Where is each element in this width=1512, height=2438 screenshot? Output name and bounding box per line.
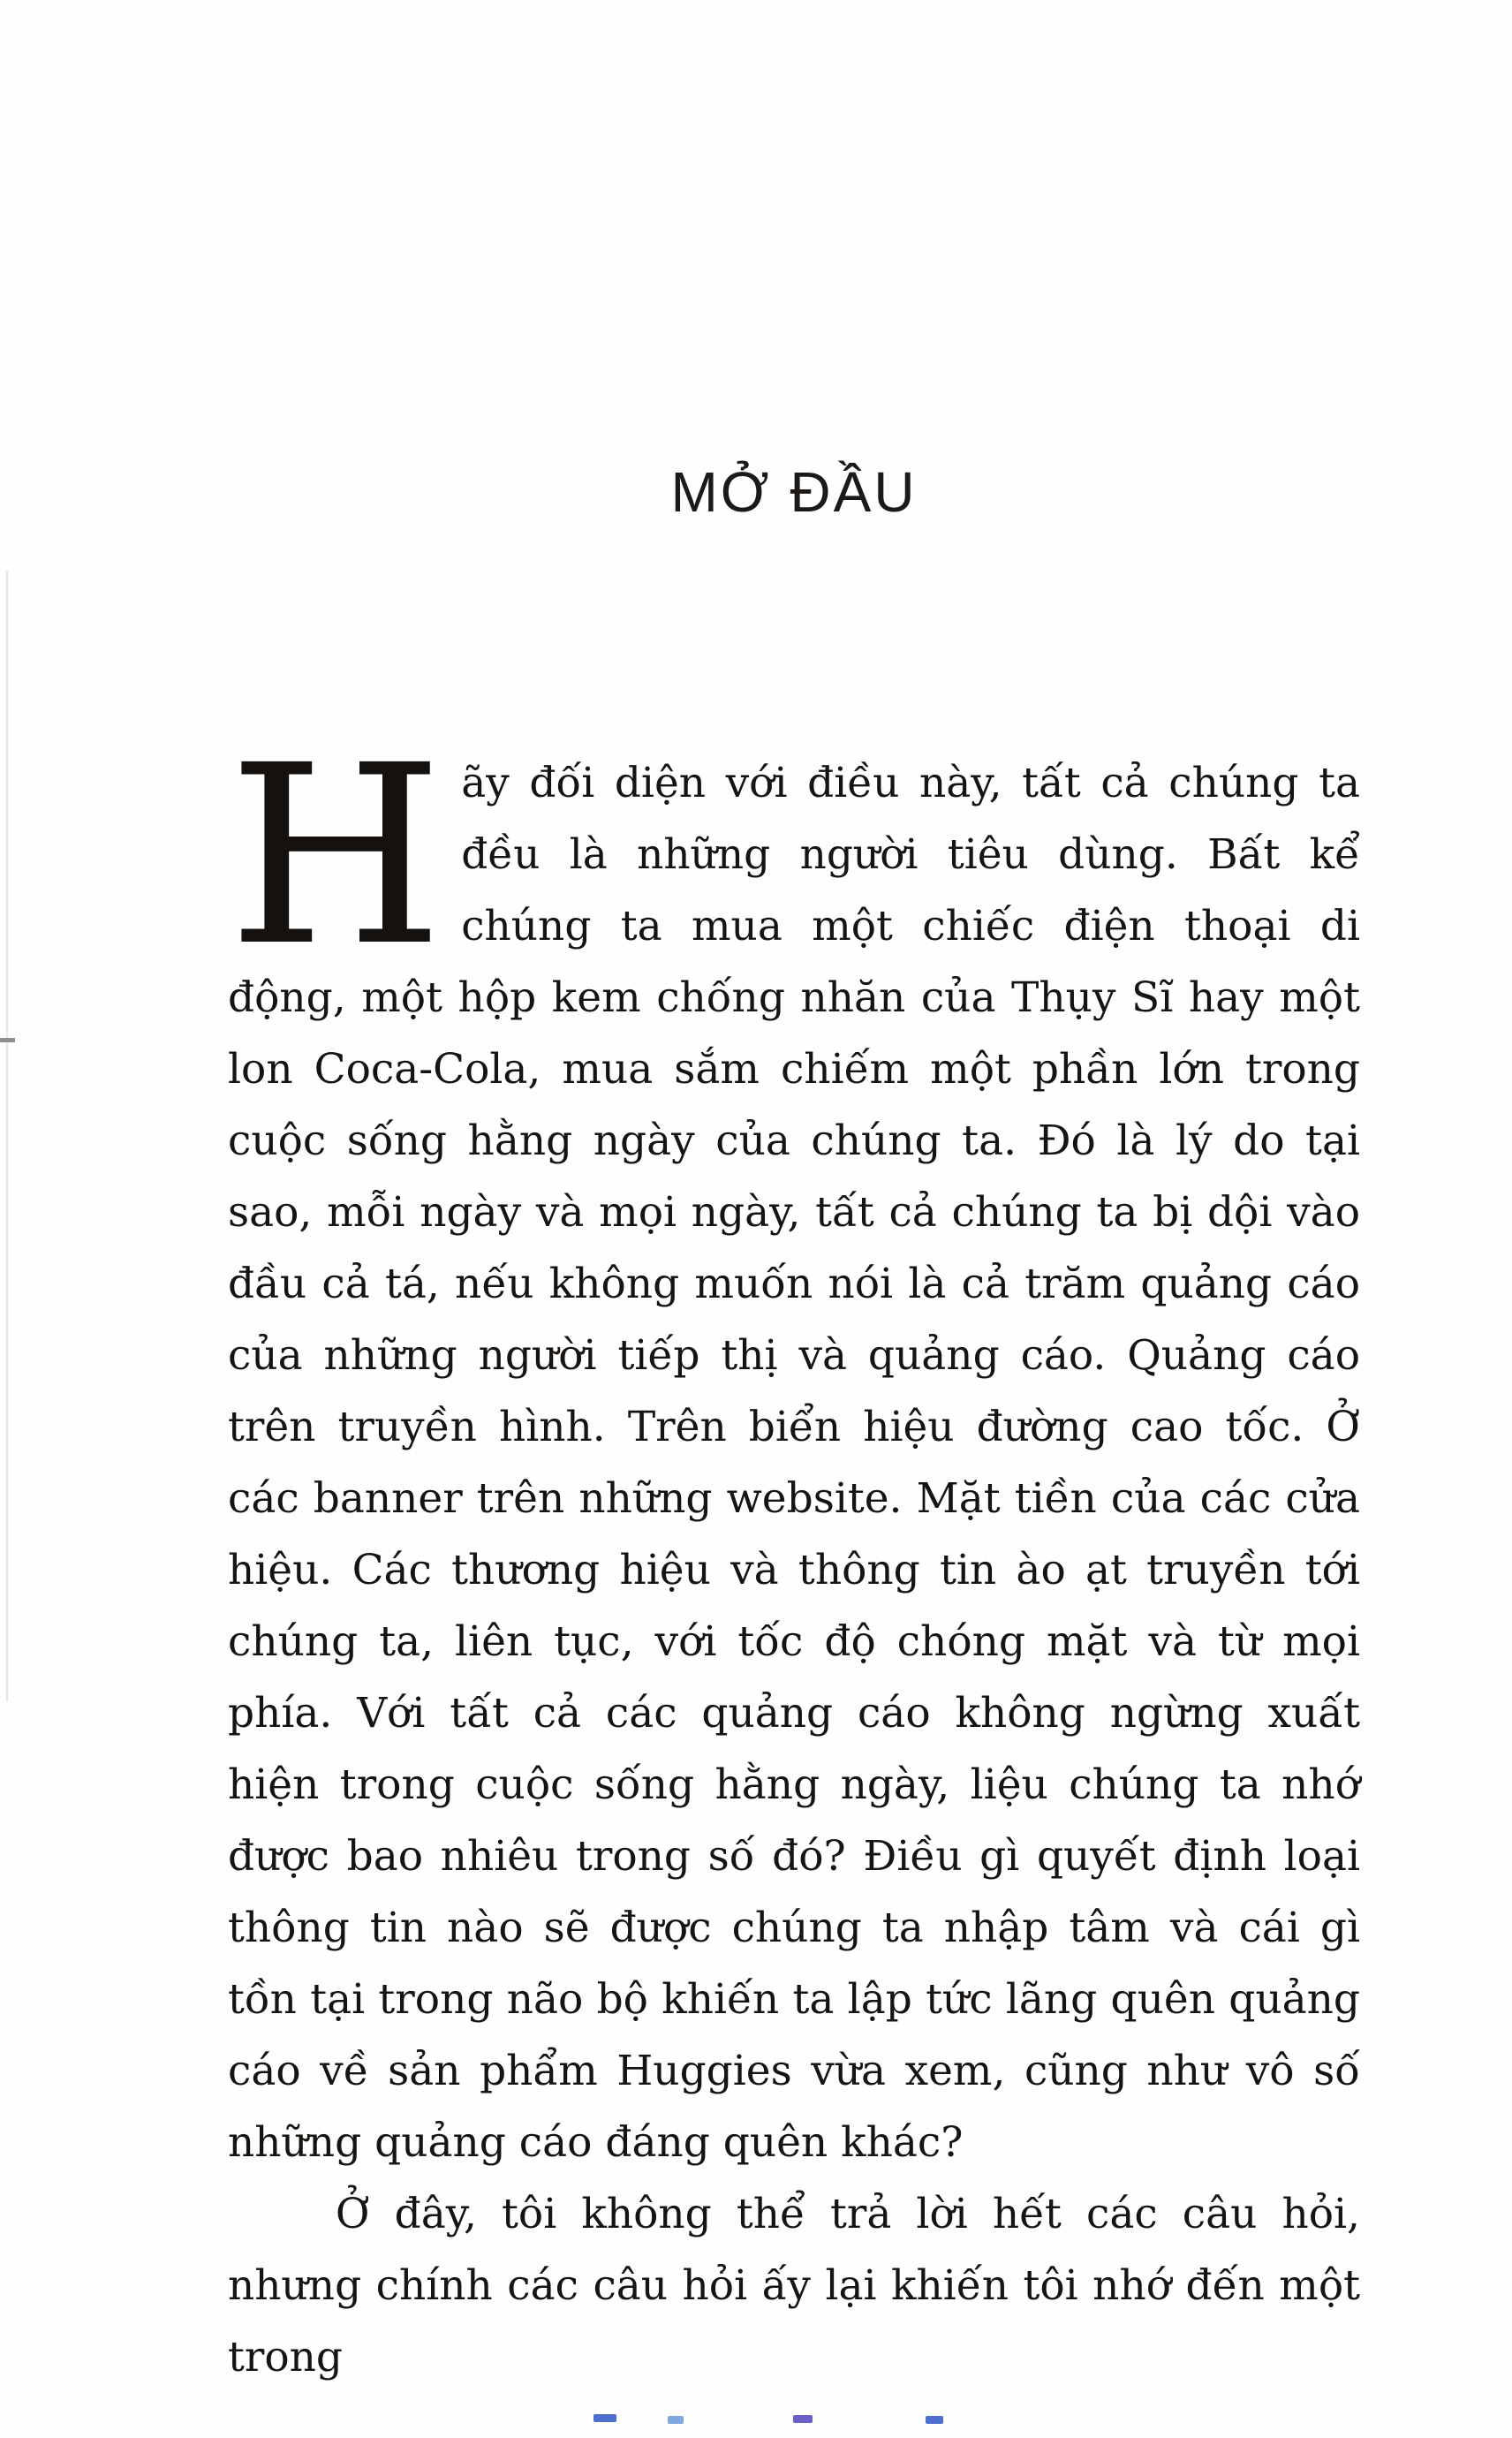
scan-speck (926, 2416, 943, 2424)
scan-speck (593, 2414, 616, 2422)
drop-cap: H (228, 713, 444, 1001)
scan-speck (793, 2415, 813, 2423)
scan-edge-mark (0, 1038, 15, 1042)
scan-speck (668, 2416, 684, 2424)
text-column (228, 0, 1360, 2393)
scan-edge-line (6, 571, 8, 1701)
opening-paragraph-text: ãy đối diện với điều này, tất cả chúng ta đều là những người tiêu dùng. Bất kể chúng ta mua một chiếc điện thoại di động, một hộp kem chống nhăn của Thụy Sĩ hay một lon Coca-Cola, mua sắm chiếm một phần lớn trong cuộc sống hằng ngày của chúng ta. Đó là lý do tại sao, mỗi ngày và mọi ngày, tất cả chúng ta bị dội vào đầu cả tá, nếu không muốn nói là cả trăm quảng cáo của những người tiếp thị và quảng cáo. Quảng cáo trên truyền hình. Trên biển hiệu đường cao tốc. Ở các banner trên những website. Mặt tiền của các cửa hiệu. Các thương hiệu và thông tin ào ạt truyền tới chúng ta, liên tục, với tốc độ chóng mặt và từ mọi phía. Với tất cả các quảng cáo không ngừng xuất hiện trong cuộc sống hằng ngày, liệu chúng ta nhớ được bao nhiêu trong số đó? Điều gì quyết định loại thông tin nào sẽ được chúng ta nhập tâm và cái gì tồn tại trong não bộ khiến ta lập tức lãng quên quảng cáo về sản phẩm Huggies vừa xem, cũng như vô số những quảng cáo đáng quên khác? (228, 759, 1360, 2167)
second-paragraph: Ở đây, tôi không thể trả lời hết các câu hỏi, nhưng chính các câu hỏi ấy lại khiến tôi nhớ đến một trong (228, 2190, 1360, 2381)
chapter-title: MỞ ĐẦU (670, 460, 918, 524)
opening-paragraph (228, 713, 1360, 2178)
